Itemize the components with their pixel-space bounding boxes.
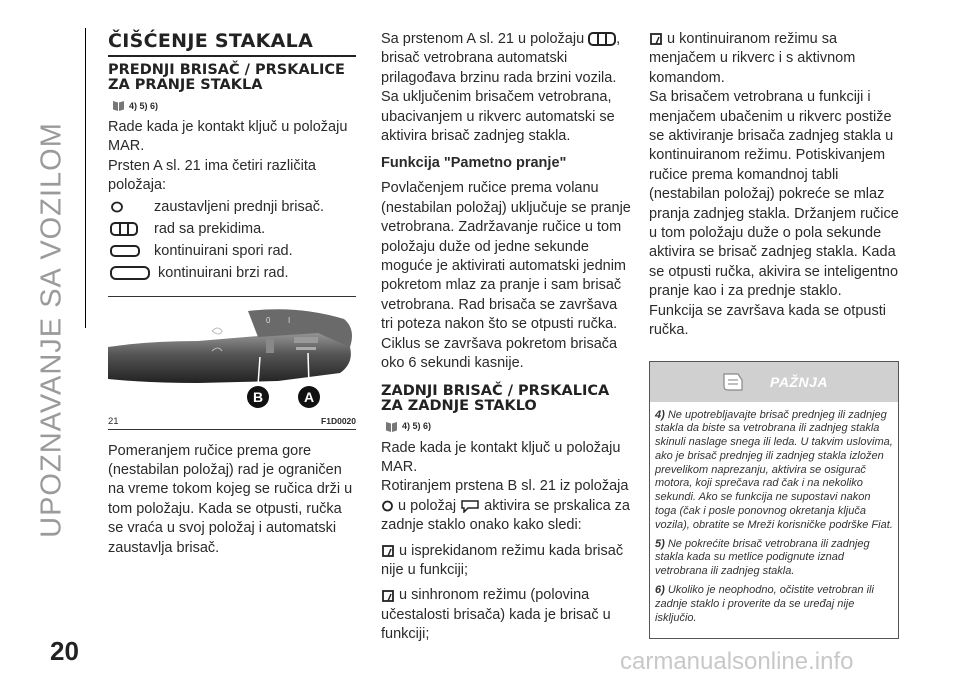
rear-washer-icon bbox=[460, 499, 480, 513]
list-item: u sinhronom režimu (polovina učestalosti brisača) kada je brisač u funkciji; bbox=[381, 587, 611, 643]
warning-note: 6) Ukoliko je neophodno, očistite vetrobran ili zadnje staklo i proverite da se uređaj nije isključio. bbox=[655, 584, 874, 624]
paragraph: Rade kada je kontakt ključ u položaju MAR. bbox=[381, 439, 621, 475]
list-item: u kontinuiranom režimu sa menjačem u rikverc i s aktivnom komandom. bbox=[649, 31, 856, 86]
figure-wiper-stalk bbox=[108, 303, 356, 413]
page-title: ČIŠĆENJE STAKALA bbox=[108, 30, 314, 52]
book-icon bbox=[112, 99, 125, 112]
page-number: 20 bbox=[50, 636, 79, 666]
list-item: kontinuirani brzi rad. bbox=[108, 262, 356, 284]
list-item: u isprekidanom režimu kada brisač nije u funkciji; bbox=[381, 542, 624, 578]
column-1 bbox=[108, 30, 356, 558]
section-heading-rear: ZADNJI BRISAČ / PRSKALICA ZA ZADNJE STAKLO bbox=[381, 382, 610, 414]
warning-title: PAŽNJA bbox=[770, 373, 828, 390]
side-rule bbox=[85, 28, 86, 328]
list-item: zaustavljeni prednji brisač. bbox=[108, 196, 356, 218]
wiper-intermittent-icon bbox=[588, 32, 616, 46]
section-heading-front: PREDNJI BRISAČ / PRSKALICE ZA PRANJE STAKLA bbox=[108, 62, 345, 93]
subsection-heading: Funkcija "Pametno pranje" bbox=[381, 155, 567, 172]
figure-rule bbox=[108, 429, 356, 430]
paragraph: Prsten A sl. 21 ima četiri različita položaja: bbox=[108, 157, 316, 194]
list-item: kontinuirani spori rad. bbox=[108, 240, 356, 262]
list-item: rad sa prekidima. bbox=[108, 218, 356, 240]
note-reference bbox=[385, 420, 631, 433]
wiper-fast-icon bbox=[110, 266, 150, 280]
paragraph: Sa prstenom A sl. 21 u položaju , brisač vetrobrana automatski prilagođava brzinu rada brzini vozila. Sa uključenim brisačem vetrobrana, ubacivanjem u rikverc automatski se aktivira brisač zadnjeg stakla. bbox=[381, 31, 621, 145]
figure-code: F1D0020 bbox=[321, 415, 356, 426]
paragraph: Povlačenjem ručice prema volanu (nestabilan položaj) uključuje se pranje vetrobrana. Zadržavanje ručice u tom položaju duže od jedne sekunde moguće je aktivirati automatski jednim pokretom mlaz za pranje i sam brisač vetrobrana. Rad brisača se završava tri poteza nakon što se otpusti ručka. Ciklus se završava pokretom brisača oko 6 sekundi kasnije. bbox=[381, 180, 631, 372]
column-2 bbox=[381, 30, 631, 645]
figure-number: 21 bbox=[108, 415, 119, 427]
paragraph: Rotiranjem prstena B sl. 21 iz položaja u položaj aktivira se prskalica za zadnje staklo onako kako sledi: bbox=[381, 478, 630, 534]
paragraph: Rade kada je kontakt ključ u položaju MAR. bbox=[108, 119, 348, 155]
wiper-intermittent-icon bbox=[110, 222, 138, 236]
figure-mark: I bbox=[288, 315, 291, 325]
watermark: carmanualsonline.info bbox=[620, 648, 854, 675]
paragraph: Sa brisačem vetrobrana u funkciji i menjačem ubačenim u rikverc postiže se aktiviranje brisača zadnjeg stakla u kontinuiranom režimu. Potiskivanjem ručice prema komandnoj tabli (nestabilan položaj) pokreće se mlaz pranja zadnjeg stakla. Držanjem ručice u tom položaju duže o pola sekunde aktivira se brisač zadnjeg stakla. Kada se otpusti ručka, akivira se inteligentno pranje kao i za prednje staklo. Funkcija se završava kada se otpusti ručka. bbox=[649, 89, 899, 339]
warning-note: 5) Ne pokrećite brisač vetrobrana ili zadnjeg stakla kada su metlice podignute iznad vetrobrana ili zadnjeg stakla. bbox=[655, 537, 870, 578]
warning-box bbox=[649, 361, 899, 640]
note-reference-numbers: 4) 5) 6) bbox=[129, 100, 159, 111]
wiper-stalk-illustration bbox=[108, 303, 356, 413]
rear-wiper-icon bbox=[381, 589, 395, 603]
rear-wiper-icon bbox=[381, 544, 395, 558]
column-3 bbox=[649, 30, 899, 639]
note-reference-numbers: 4) 5) 6) bbox=[402, 421, 432, 431]
warning-hand-icon bbox=[720, 370, 746, 394]
figure-rule bbox=[108, 296, 356, 297]
figure-caption bbox=[108, 416, 356, 427]
wiper-off-icon bbox=[110, 201, 124, 213]
figure-label-a: A bbox=[303, 388, 315, 405]
figure-mark: 0 bbox=[266, 315, 271, 325]
note-reference bbox=[112, 99, 356, 112]
warning-header bbox=[650, 362, 898, 402]
wiper-off-icon bbox=[381, 500, 394, 512]
paragraph: Pomeranjem ručice prema gore (nestabilan položaj) rad je ograničen na vreme tokom kojeg se ručica drži u tom položaju. Kada se otpusti, ručka se vraća u svoj položaj i automatski zaustavlja brisač. bbox=[108, 442, 353, 556]
figure-label-b: B bbox=[252, 388, 264, 405]
warning-body bbox=[650, 402, 898, 639]
title-rule bbox=[108, 55, 356, 57]
rear-wiper-icon bbox=[649, 32, 663, 46]
book-icon bbox=[385, 420, 398, 433]
warning-note: 4) Ne upotrebljavajte brisač prednjeg ili zadnjeg stakla da biste sa vetrobrana ili zadnjeg stakla skinuli naslage snega ili leda. U takvim uslovima, ako je brisač prednjeg ili zadnjeg stakla izložen prevelikom naprezanju, aktivira se osigurač motora, koji sprečava rad čak i na nekoliko sekundi. Ako se funkcija ne supostavi nakon toga (čak i posle ponovnog okretanja ključa vozila), obratite se Mreži korisničke podrške Fiat. bbox=[655, 408, 893, 531]
wiper-slow-icon bbox=[110, 245, 140, 257]
